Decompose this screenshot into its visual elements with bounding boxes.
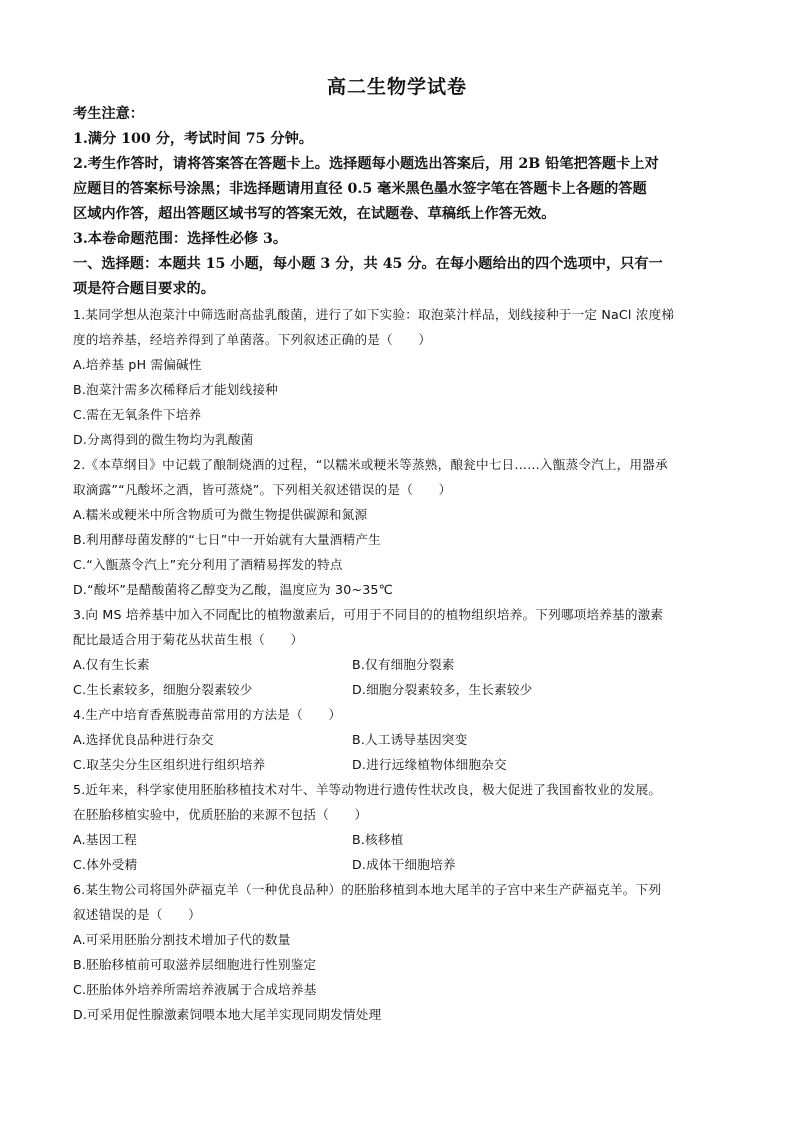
question-1-option-a: A.培养基 pH 需偏碱性 [73,357,202,372]
question-1-option-b: B.泡菜汁需多次稀释后才能划线接种 [73,382,278,397]
question-3-option-a: A.仅有生长素 [73,657,150,672]
notice-heading: 考生注意： [73,106,144,122]
question-5-option-b: B.核移植 [352,832,404,847]
question-5-option-c: C.体外受精 [73,857,138,872]
question-6-option-d: D.可采用促性腺激素饲喂本地大尾羊实现同期发情处理 [73,1007,382,1022]
section-heading: 项是符合题目要求的。 [73,281,215,297]
question-3-option-c: C.生长素较多，细胞分裂素较少 [73,682,253,697]
notice-item: 2.考生作答时，请将答案答在答题卡上。选择题每小题选出答案后，用 2B 铅笔把答题卡上对 [73,156,659,172]
question-6-option-c: C.胚胎体外培养所需培养液属于合成培养基 [73,982,317,997]
notice-item: 3.本卷命题范围：选择性必修 3。 [73,231,288,247]
question-1-stem: 度的培养基，经培养得到了单菌落。下列叙述正确的是（ ） [73,332,432,347]
question-3-option-d: D.细胞分裂素较多，生长素较少 [352,682,533,697]
question-1-stem: 1.某同学想从泡菜汁中筛选耐高盐乳酸菌，进行了如下实验：取泡菜汁样品，划线接种于一定 NaCl 浓度梯 [73,307,675,322]
question-6-stem: 6.某生物公司将国外萨福克羊（一种优良品种）的胚胎移植到本地大尾羊的子宫中来生产萨福克羊。下列 [73,882,662,897]
question-4-stem: 4.生产中培育香蕉脱毒苗常用的方法是（ ） [73,707,342,722]
question-3-stem: 3.向 MS 培养基中加入不同配比的植物激素后，可用于不同目的的植物组织培养。下列哪项培养基的激素 [73,607,664,622]
notice-item: 1.满分 100 分，考试时间 75 分钟。 [73,131,313,147]
question-2-option-d: D.“酸坏”是醋酸菌将乙醇变为乙酸，温度应为 30~35℃ [73,582,393,597]
question-6-option-a: A.可采用胚胎分割技术增加子代的数量 [73,932,291,947]
question-2-stem: 2.《本草纲目》中记载了酿制烧酒的过程，“以糯米或粳米等蒸熟，酿瓮中七日……入甑蒸令汽上，用器承 [73,457,668,472]
notice-item: 区域内作答，超出答题区域书写的答案无效，在试题卷、草稿纸上作答无效。 [73,206,556,222]
notice-item: 应题目的答案标号涂黑；非选择题请用直径 0.5 毫米黑色墨水签字笔在答题卡上各题的答题 [73,181,647,197]
question-3-option-b: B.仅有细胞分裂素 [352,657,455,672]
question-2-stem: 取滴露”“凡酸坏之酒，皆可蒸烧”。下列相关叙述错误的是（ ） [73,482,452,497]
question-5-option-d: D.成体干细胞培养 [352,857,456,872]
page-title: 高二生物学试卷 [326,76,467,98]
question-1-option-c: C.需在无氧条件下培养 [73,407,202,422]
question-5-option-a: A.基因工程 [73,832,137,847]
question-2-option-b: B.利用酵母菌发酵的“七日”中一开始就有大量酒精产生 [73,532,381,547]
question-5-stem: 5.近年来，科学家使用胚胎移植技术对牛、羊等动物进行遗传性状改良，极大促进了我国畜牧业的发展。 [73,782,662,797]
question-5-stem: 在胚胎移植实验中，优质胚胎的来源不包括（ ） [73,807,368,822]
question-2-option-c: C.“入甑蒸令汽上”充分利用了酒精易挥发的特点 [73,557,343,572]
question-6-option-b: B.胚胎移植前可取滋养层细胞进行性别鉴定 [73,957,317,972]
question-6-stem: 叙述错误的是（ ） [73,907,201,922]
question-4-option-c: C.取茎尖分生区组织进行组织培养 [73,757,266,772]
question-1-option-d: D.分离得到的微生物均为乳酸菌 [73,432,254,447]
question-2-option-a: A.糯米或粳米中所含物质可为微生物提供碳源和氮源 [73,507,368,522]
question-4-option-a: A.选择优良品种进行杂交 [73,732,214,747]
section-heading: 一、选择题：本题共 15 小题，每小题 3 分，共 45 分。在每小题给出的四个选项中，只有一 [73,256,663,272]
question-4-option-d: D.进行远缘植物体细胞杂交 [352,757,507,772]
question-4-option-b: B.人工诱导基因突变 [352,732,468,747]
question-3-stem: 配比最适合用于菊花丛状苗生根（ ） [73,632,304,647]
